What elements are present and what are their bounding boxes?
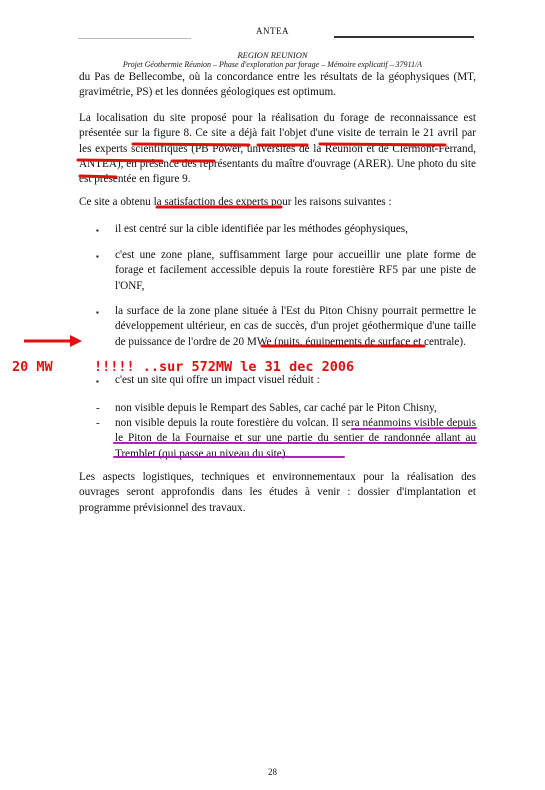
bullet-item: il est centré sur la cible identifiée par les méthodes géophysiques,	[115, 223, 408, 235]
red-underline-clermont	[78, 160, 162, 161]
bullet-marker: ▪	[96, 252, 99, 261]
bullet-item: c'est un site qui offre un impact visuel réduit :	[115, 374, 320, 386]
dash-item: non visible depuis la route forestière du volcan. Il sera néanmoins visible depuis le Piton de la Fournaise et sur une partie du sentier de randonnée allant au Tremblet (qui passe au niveau du site).	[115, 417, 476, 460]
bullet-item: c'est une zone plane, suffisamment large pour accueillir une plate forme de forage et facilement accessible depuis la route forestière RF5 par une piste de l'ONF,	[115, 249, 476, 292]
red-underline-arer	[80, 176, 116, 177]
annotation-20mw: 20 MW	[12, 359, 53, 375]
dash-marker: -	[96, 417, 100, 429]
paragraph-site-location: La localisation du site proposé pour la réalisation du forage de reconnaissance est présentée sur la figure 8. Ce site a déjà fait l'objet d'une visite de terrain le 21 avril par les experts scientifiques (PB Power, universités de la Réunion et de Clermont-Ferrand, ANTEA), en présence des représentants du maître d'ouvrage (ARER). Une photo du site est présentée en figure 9.	[79, 112, 476, 186]
arrow-head-icon	[70, 335, 82, 347]
red-underline-universites	[320, 144, 445, 145]
header-company: ANTEA	[256, 26, 289, 36]
paragraph-satisfaction: Ce site a obtenu la satisfaction des experts pour les raisons suivantes :	[79, 196, 392, 208]
bullet-marker: ▪	[96, 377, 99, 386]
paragraph-logistics: Les aspects logistiques, techniques et environnementaux pour la réalisation des ouvrages seront approfondis dans les études à venir : dossier d'implantation et programme prévisionnel des travaux.	[79, 471, 476, 514]
paragraph-intro: du Pas de Bellecombe, où la concordance entre les résultats de la géophysiques (MT, gravimétrie, PS) et les données géologiques est optimum.	[79, 71, 476, 99]
dash-marker: -	[96, 402, 100, 414]
header-project: Projet Géothermie Réunion – Phase d'exploration par forage – Mémoire explicatif – 37911/A	[122, 60, 423, 69]
purple-underline-line1	[352, 428, 476, 429]
red-underline-experts	[133, 144, 249, 145]
bullet-marker: ▪	[96, 308, 99, 317]
header-region: REGION REUNION	[237, 50, 308, 60]
annotation-572mw-note: !!!!! ..sur 572MW le 31 dec 2006	[94, 359, 355, 375]
dash-item: non visible depuis le Rempart des Sables, car caché par le Piton Chisny,	[115, 402, 437, 414]
bullet-item: la surface de la zone plane située à l'Est du Piton Chisny pourrait permettre le développement ultérieur, en cas de succès, d'un projet géothermique d'une taille de puissance de l'ordre de 20 MWe (puits, équipements de surface et centrale).	[115, 305, 476, 348]
bullet-marker: ▪	[96, 226, 99, 235]
page-number: 28	[268, 767, 277, 777]
